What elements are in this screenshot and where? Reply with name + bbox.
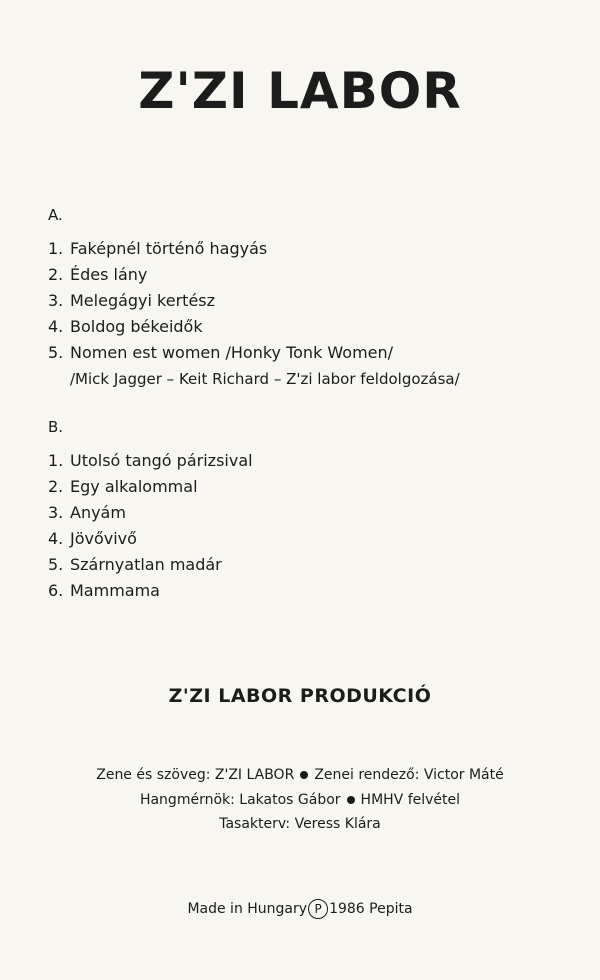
track-number: 2.	[48, 477, 64, 496]
track-title: Boldog békeidők	[70, 317, 203, 336]
track-credit	[48, 368, 460, 394]
production-title: Z'ZI LABOR PRODUKCIÓ	[168, 685, 432, 707]
made-in-text: Made in Hungary	[187, 901, 308, 917]
track-item	[48, 238, 460, 264]
track-item	[48, 502, 253, 528]
track-title: Utolsó tangó párizsival	[70, 451, 253, 470]
track-5-credit: /Mick Jagger – Keit Richard – Z'zi labor feldolgozása/	[70, 370, 460, 388]
sound-engineer-credit: Hangmérnök: Lakatos Gábor	[139, 792, 341, 808]
track-title: Édes lány	[70, 265, 148, 284]
track-number: 6.	[48, 581, 64, 600]
music-director-credit: Zenei rendező: Victor Máté	[314, 767, 504, 783]
footer-line	[0, 899, 600, 919]
phonogram-copyright-icon: P	[308, 899, 328, 919]
track-item	[48, 580, 253, 606]
track-title: Egy alkalommal	[70, 477, 198, 496]
track-number: 1.	[48, 239, 64, 258]
track-title: Faképnél történő hagyás	[70, 239, 268, 258]
track-item	[48, 450, 253, 476]
recording-credit: HMHV felvétel	[360, 792, 461, 808]
track-item	[48, 476, 253, 502]
track-number: 3.	[48, 291, 64, 310]
track-number: 3.	[48, 503, 64, 522]
album-title: Z'ZI LABOR	[138, 62, 462, 120]
year-label-text: 1986 Pepita	[329, 901, 413, 917]
track-title: Jövővivő	[70, 529, 137, 548]
music-lyrics-credit: Zene és szöveg: Z'ZI LABOR	[96, 767, 295, 783]
track-title: Melegágyi kertész	[70, 291, 216, 310]
bullet-icon	[300, 771, 308, 779]
credits-line-3	[0, 816, 600, 832]
track-title: Anyám	[70, 503, 126, 522]
track-item	[48, 290, 460, 316]
track-item	[48, 528, 253, 554]
track-number: 1.	[48, 451, 64, 470]
track-item	[48, 554, 253, 580]
track-title: Szárnyatlan madár	[70, 555, 222, 574]
track-item	[48, 316, 460, 342]
track-title: Nomen est women /Honky Tonk Women/	[70, 343, 394, 362]
track-item	[48, 264, 460, 290]
side-a-label: A.	[48, 206, 63, 224]
sleeve-design-credit: Tasakterv: Veress Klára	[219, 816, 381, 832]
track-item	[48, 342, 460, 368]
bullet-icon	[347, 796, 355, 804]
track-number: 4.	[48, 317, 64, 336]
side-a-tracklist	[48, 238, 460, 394]
side-b-tracklist	[48, 450, 253, 606]
side-b-label: B.	[48, 418, 64, 436]
track-number: 5.	[48, 343, 64, 362]
track-number: 4.	[48, 529, 64, 548]
track-title: Mammama	[70, 581, 160, 600]
credits-line-2	[0, 792, 600, 808]
track-number: 5.	[48, 555, 64, 574]
credits-line-1	[0, 767, 600, 783]
track-number: 2.	[48, 265, 64, 284]
